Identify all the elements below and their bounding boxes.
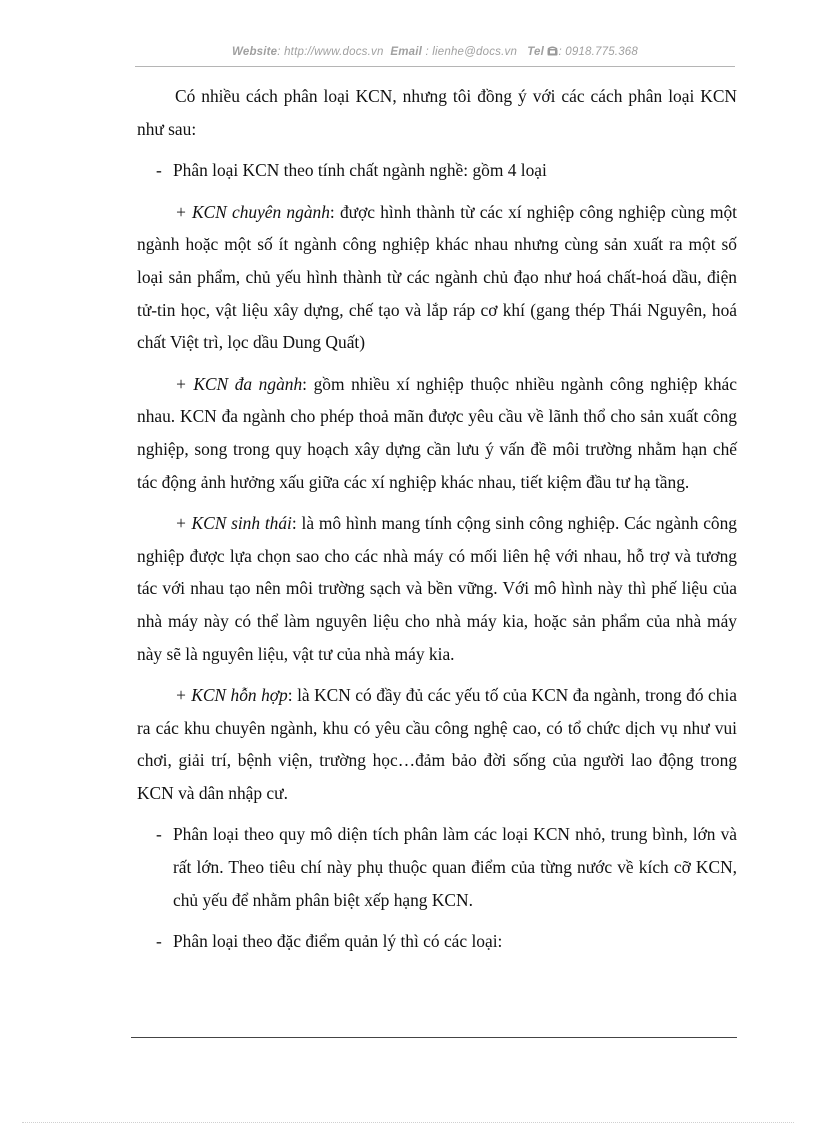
item-multi-industry-kcn — [137, 368, 737, 498]
bullet-industry-type — [137, 154, 737, 187]
phone-icon — [547, 46, 558, 58]
item-term: + KCN sinh thái — [175, 513, 292, 534]
item-text: : được hình thành từ các xí nghiệp công nghiệp cùng một ngành hoặc một số ít ngành công nghiệp khác nhau nhưng cùng sản xuất ra một số loại sản phẩm, chủ yếu hình thành từ các ngành chủ đạo như hoá chất-hoá dầu, điện tử-tin học, vật liệu xây dựng, chế tạo và lắp ráp cơ khí (gang thép Thái Nguyên, hoá chất Việt trì, lọc dầu Dung Quất) — [137, 201, 738, 353]
website-value: : http://www.docs.vn — [277, 46, 384, 58]
tel-label: Tel — [527, 46, 545, 58]
item-mixed-kcn — [137, 679, 737, 809]
item-text: : là KCN có đầy đủ các yếu tố của KCN đa ngành, trong đó chia ra các khu chuyên ngành, khu có yêu cầu công nghệ cao, có tổ chức dịch vụ như vui chơi, giải trí, bệnh viện, trường học…đảm bảo đời sống của người lao động trong KCN và dân nhập cư. — [137, 685, 737, 803]
item-specialized-kcn — [137, 196, 737, 359]
page-header — [135, 46, 735, 58]
dash-mark: - — [156, 160, 162, 181]
website-label: Website — [232, 46, 278, 58]
item-text: : gồm nhiều xí nghiệp thuộc nhiều ngành công nghiệp khác nhau. KCN đa ngành cho phép thoả mãn được yêu cầu về lãnh thổ cho sản xuất công nghiệp, song trong quy hoạch xây dựng cần lưu ý vấn đề môi trường nhằm hạn chế tác động ảnh hưởng xấu giữa các xí nghiệp khác nhau, tiết kiệm đầu tư hạ tầng. — [137, 373, 737, 492]
item-term: + KCN đa ngành — [175, 373, 303, 394]
item-text: : là mô hình mang tính cộng sinh công nghiệp. Các ngành công nghiệp được lựa chọn sao cho các nhà máy có mối liên hệ với nhau, hỗ trợ và tương tác với nhau tạo nên môi trường sạch và bền vững. Với mô hình này thì phế liệu của nhà máy này có thể làm nguyên liệu cho nhà máy kia, hoặc sản phẩm của nhà máy này sẽ là nguyên liệu, vật tư của nhà máy kia. — [137, 513, 737, 664]
item-eco-kcn — [137, 507, 737, 670]
dash-mark: - — [156, 824, 162, 845]
bullet-area-scale — [137, 818, 737, 916]
bullet-text: Phân loại theo đặc điểm quản lý thì có các loại: — [173, 931, 503, 952]
document-body — [137, 80, 737, 967]
item-term: + KCN chuyên ngành — [175, 201, 330, 222]
footer-divider — [131, 1037, 737, 1038]
dash-mark: - — [156, 931, 162, 952]
header-divider — [135, 66, 735, 67]
tel-value: : 0918.775.368 — [558, 46, 638, 58]
bullet-management — [137, 925, 737, 958]
item-term: + KCN hỗn hợp — [175, 685, 288, 706]
email-label: Email — [390, 46, 423, 58]
bullet-text: Phân loại theo quy mô diện tích phân làm các loại KCN nhỏ, trung bình, lớn và rất lớn. Theo tiêu chí này phụ thuộc quan điểm của từng nước về kích cỡ KCN, chủ yếu để nhằm phân biệt xếp hạng KCN. — [173, 824, 737, 910]
intro-paragraph: Có nhiều cách phân loại KCN, nhưng tôi đồng ý với các cách phân loại KCN như sau: — [137, 86, 737, 139]
email-value: : lienhe@docs.vn — [425, 46, 518, 58]
bullet-text: Phân loại KCN theo tính chất ngành nghề: gồm 4 loại — [173, 160, 547, 181]
